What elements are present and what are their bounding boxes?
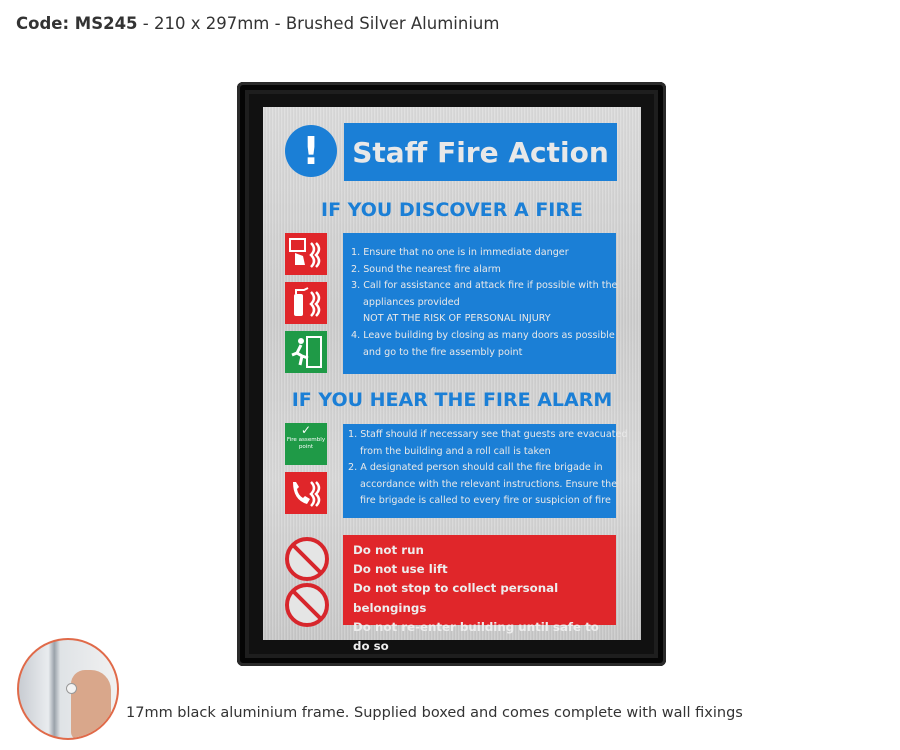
wall-fixing-icon — [66, 683, 77, 694]
warning-item: Do not run — [353, 543, 424, 557]
fire-alarm-icon — [285, 233, 327, 275]
discover-fire-instructions — [343, 233, 616, 374]
section1-heading: IF YOU DISCOVER A FIRE — [321, 199, 583, 221]
list-item: fire brigade is called to every fire or suspicion of fire — [360, 495, 611, 507]
section2-heading: IF YOU HEAR THE FIRE ALARM — [291, 389, 613, 411]
frame-detail-image — [17, 638, 119, 740]
fire-exit-icon — [285, 331, 327, 373]
product-spec: - 210 x 297mm - Brushed Silver Aluminium — [137, 14, 500, 33]
fire-action-sign — [263, 107, 641, 654]
fire-phone-icon — [285, 472, 327, 514]
list-item: NOT AT THE RISK OF PERSONAL INJURY — [363, 313, 551, 325]
frame-caption: 17mm black aluminium frame. Supplied boxed and comes complete with wall fixings — [126, 705, 743, 721]
list-item: 4. Leave building by closing as many doors as possible — [351, 329, 615, 341]
list-item: 2. Sound the nearest fire alarm — [351, 263, 501, 275]
product-code-line — [16, 14, 499, 33]
list-item: accordance with the relevant instructions. Ensure the — [360, 478, 618, 490]
hand-graphic — [71, 670, 111, 740]
fire-extinguisher-icon — [285, 282, 327, 324]
assembly-point-icon — [285, 423, 327, 465]
exclamation-icon: ! — [285, 125, 337, 177]
list-item: appliances provided — [363, 296, 460, 308]
hear-alarm-instructions — [343, 424, 628, 518]
warnings-box — [343, 535, 616, 654]
list-item: 1. Staff should if necessary see that guests are evacuated — [348, 429, 628, 440]
no-lift-icon — [285, 537, 329, 581]
list-item: from the building and a roll call is taken — [360, 445, 551, 457]
list-item: 3. Call for assistance and attack fire if possible with the — [351, 280, 618, 292]
list-item: and go to the fire assembly point — [363, 346, 523, 358]
list-item: 1. Ensure that no one is in immediate danger — [351, 247, 569, 258]
warning-item: Do not re-enter building until safe to do so — [353, 619, 599, 654]
sign-title: Staff Fire Action — [344, 123, 617, 181]
prohibition-icon — [285, 583, 329, 627]
tick-icon: ✓ — [300, 423, 312, 437]
warning-item: Do not use lift — [353, 562, 448, 577]
assembly-label: Fire assembly point — [286, 437, 326, 450]
list-item: 2. A designated person should call the fire brigade in — [348, 462, 603, 474]
warning-item: Do not stop to collect personal belongings — [353, 581, 559, 615]
product-code: Code: MS245 — [16, 14, 138, 33]
